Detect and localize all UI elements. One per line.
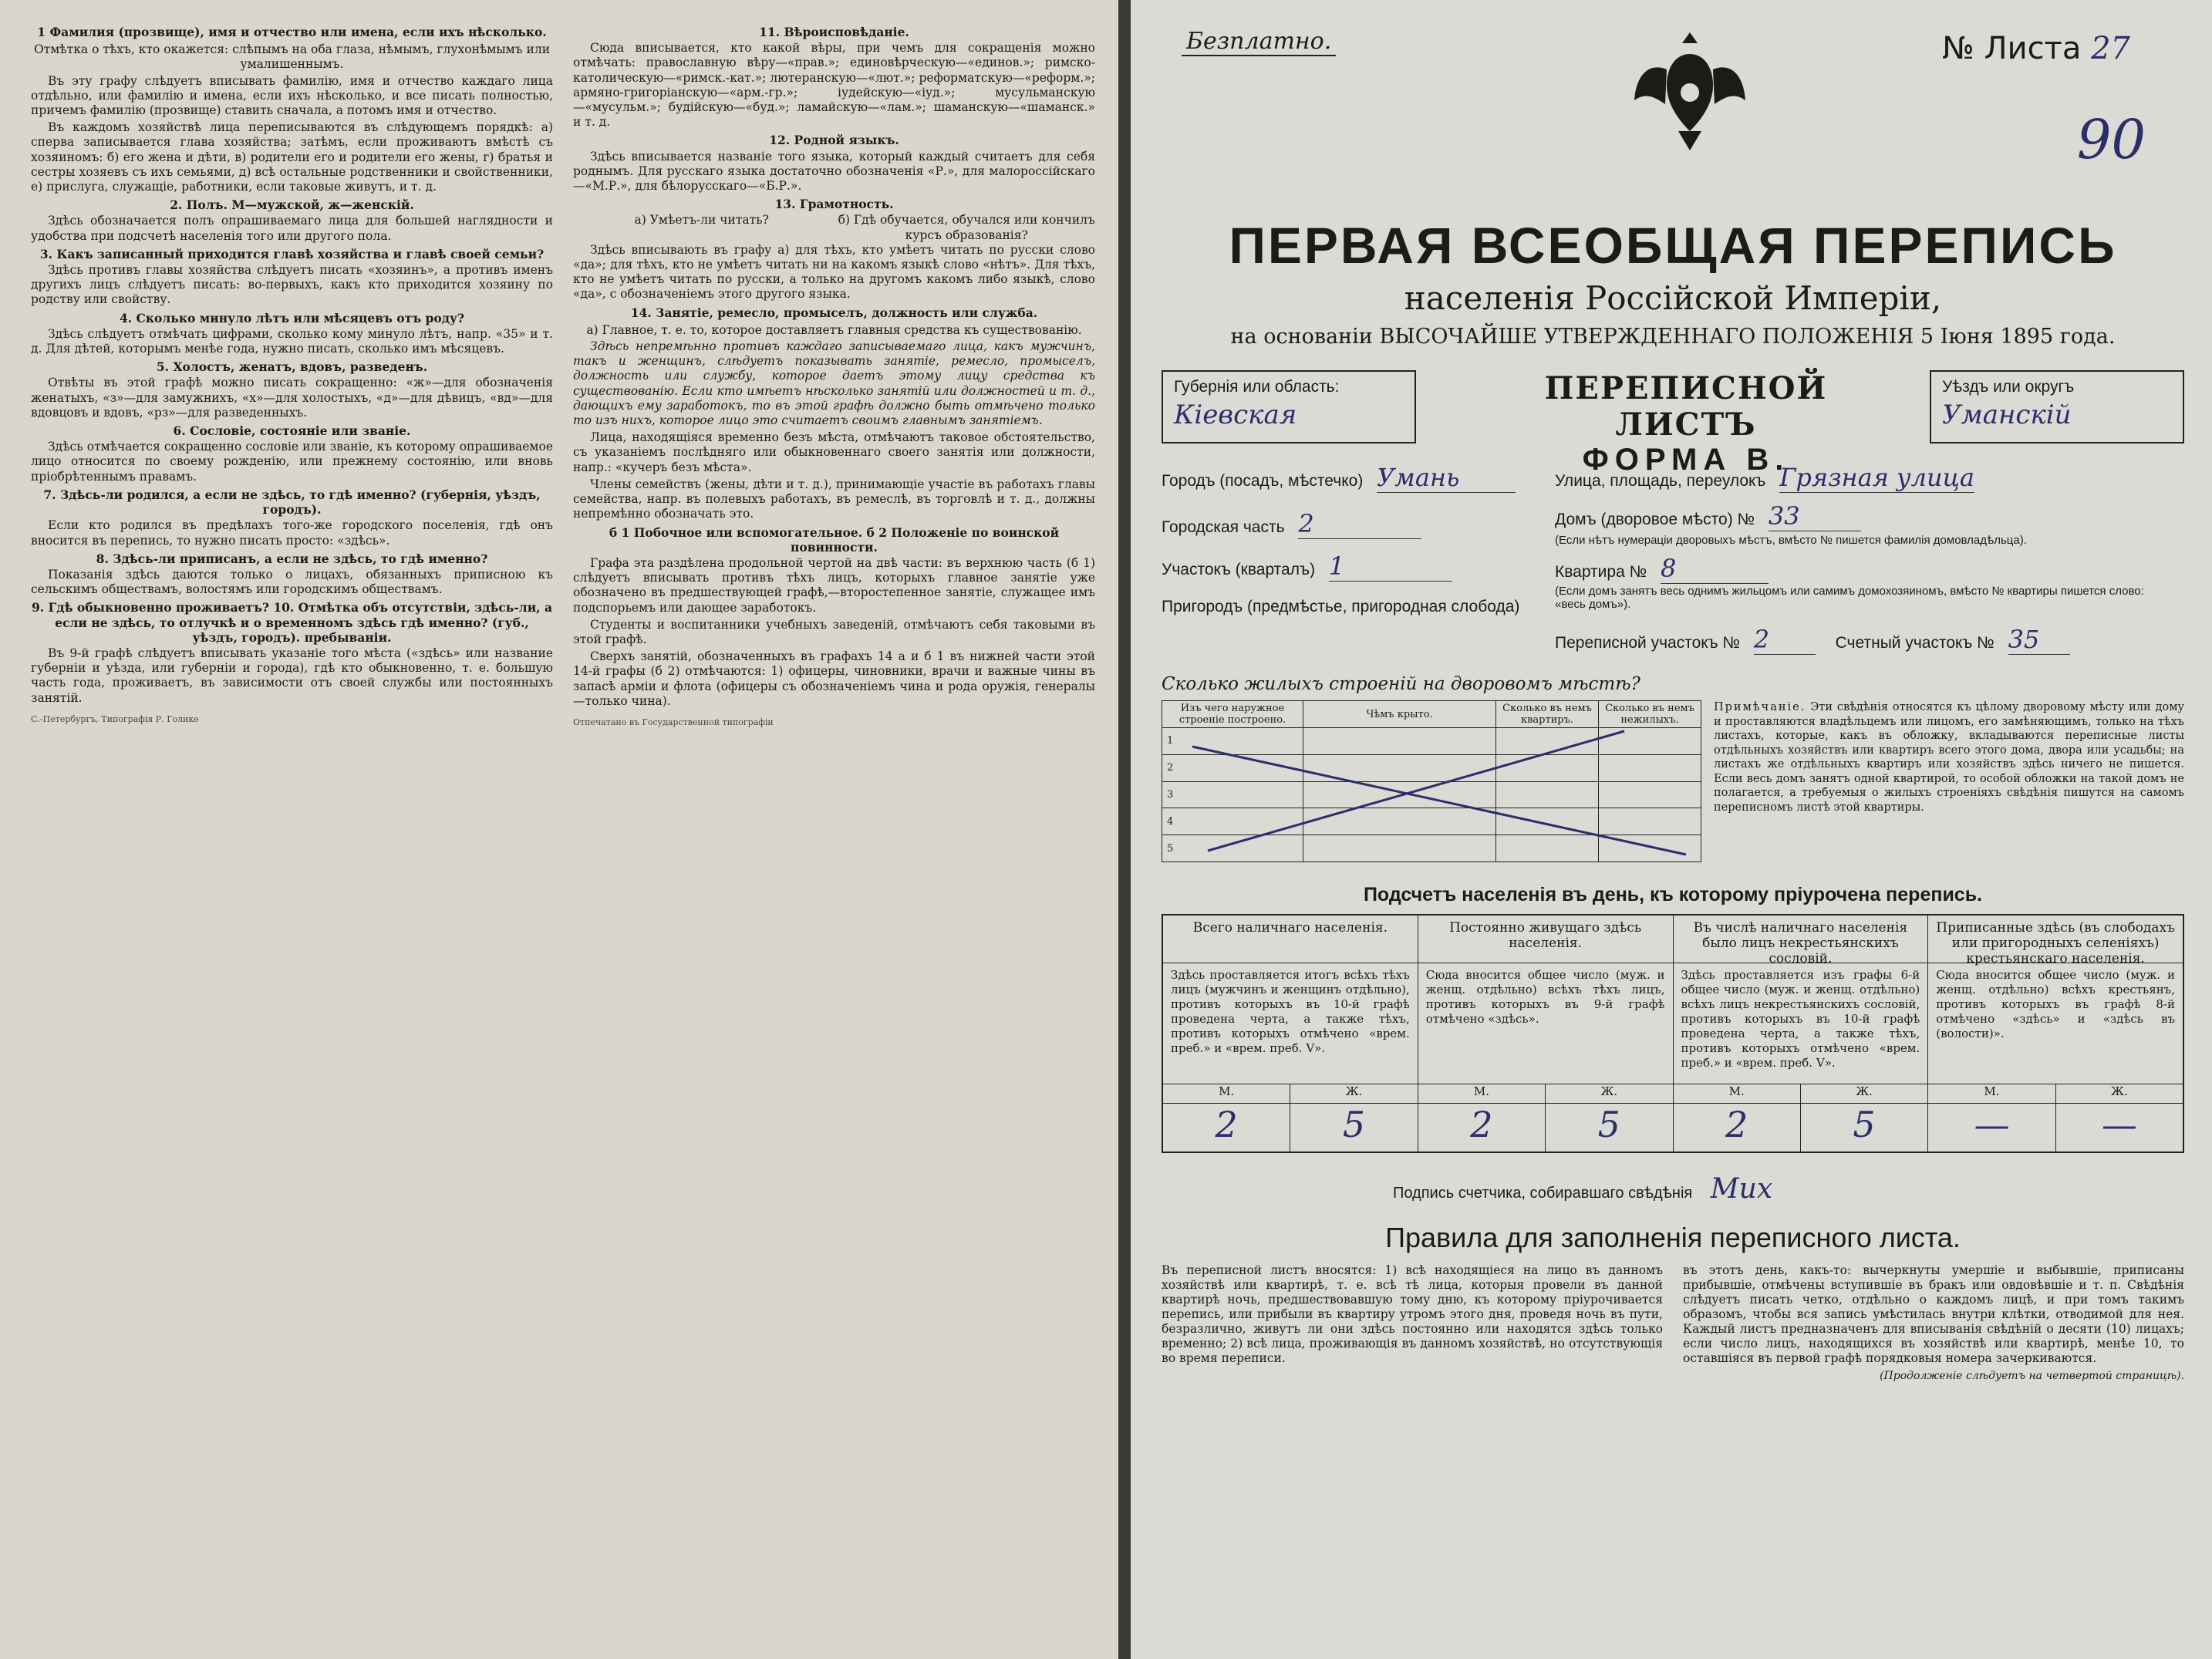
paragraph: Студенты и воспитанники учебныхъ заведеній, отмѣчаютъ себя таковыми въ этой графѣ.: [573, 617, 1095, 646]
sheet-number-handwritten: 27: [2091, 31, 2130, 66]
buildings-table-wrap: [1162, 700, 1701, 870]
female-label: Ж.: [2111, 1084, 2128, 1098]
paragraph: Здѣсь обозначается полъ опрашиваемаго лица для большей наглядности и удобства при подсчетѣ населенія того или другого пола.: [31, 214, 553, 243]
paragraph: Въ каждомъ хозяйствѣ лица переписываются въ слѣдующемъ порядкѣ: а) сперва записывается глава хозяйства; затѣмъ, если проживаютъ вмѣстѣ съ хозяиномъ: б) его жена и дѣти, в) родители его и родители его жены, г) братья и сестры хозяевъ съ ихъ семьями, д) всѣ остальные родственники и свойственники, е) прислуга, служащіе, работники, если таковые живутъ, и т. д.: [31, 120, 553, 194]
heading-12: 12. Родной языкъ.: [769, 133, 899, 148]
guberniya-value: Кіевская: [1174, 400, 1297, 430]
census-district-value: 2: [1754, 625, 1816, 655]
note-heading: Примѣчаніе.: [1714, 701, 1806, 713]
count-values: [1674, 1104, 1928, 1152]
count-col-permanent: [1418, 915, 1674, 1152]
heading-9: 9. Гдѣ обыкновенно проживаетъ? 10. Отмѣтка объ отсутствіи, здѣсь-ли, а если не здѣсь, то отлучкѣ и о временномъ здѣсь гдѣ именно? (губ., уѣздъ, городъ). пребываніи.: [31, 600, 553, 645]
sex-header: [1928, 1084, 2183, 1104]
paragraph: Здѣсь непремѣнно противъ каждаго записываемаго лица, какъ мужчинъ, такъ и женщинъ, слѣдуетъ показывать занятіе, ремесло, промыселъ, должность или службу, которое даетъ этому лицу средства къ существованію. Если кто имѣетъ нѣсколько занятій или должностей и т. д., дающихъ ему заработокъ, то въ этой графѣ должно быть отмѣчено только то изъ нихъ, которое лицо это считаетъ своимъ главнымъ занятіемъ.: [573, 339, 1095, 428]
female-label: Ж.: [1856, 1084, 1873, 1098]
census-district-field: [1555, 625, 2070, 655]
house-value: 33: [1769, 501, 1861, 531]
house-label: Домъ (дворовое мѣсто) №: [1555, 511, 1755, 528]
heading-14b: б 1 Побочное или вспомогательное. б 2 Положеніе по воинской повинности.: [609, 524, 1060, 555]
form-head: [1162, 370, 2184, 477]
sex-header: [1163, 1084, 1418, 1104]
apartment-label: Квартира №: [1555, 563, 1647, 581]
imperial-eagle-icon: [1632, 23, 1748, 162]
suburb-field: [1162, 598, 1519, 616]
row-number: 2: [1162, 754, 1303, 781]
heading-11: 11. Вѣроисповѣданіе.: [759, 25, 909, 39]
male-label: М.: [1163, 1084, 1290, 1103]
precinct-value: 1: [1329, 551, 1452, 582]
male-count: 2: [1163, 1104, 1290, 1152]
count-col-head: Всего наличнаго населенія.: [1163, 915, 1418, 963]
heading-13: 13. Грамотность.: [774, 197, 894, 212]
form-type-letter: ФОРМА В.: [1582, 443, 1790, 477]
signature-value: Мих: [1710, 1173, 1773, 1205]
count-district-label: Счетный участокъ №: [1835, 634, 1995, 652]
heading-3: 3. Какъ записанный приходится главѣ хозяйства и главѣ своей семьи?: [39, 246, 545, 261]
count-col-body: Здѣсь проставляется изъ графы 6-й общее число (муж. и женщ. отдѣльно) всѣхъ лицъ некрестьянскихъ сословій, противъ которыхъ въ 10-й графѣ проведена черта, а также тѣхъ, противъ которыхъ отмѣчено «врем. преб.» и «врем. преб. V».: [1674, 963, 1928, 1084]
address-fields: [1162, 463, 2184, 671]
form-type-title: ПЕРЕПИСНОЙ ЛИСТЪ: [1544, 370, 1828, 443]
sheet-number: [1942, 31, 2130, 66]
bld-col-apartments: Сколько въ немъ квартиръ.: [1496, 701, 1599, 728]
count-values: [1163, 1104, 1418, 1152]
count-col-non-peasant: [1674, 915, 1929, 1152]
male-count: 2: [1418, 1104, 1546, 1152]
male-count: 2: [1674, 1104, 1801, 1152]
paragraph: Члены семействъ (жены, дѣти и т. д.), принимающіе участіе въ работахъ главы семейства, напр. въ полевыхъ работахъ, въ ремеслѣ, въ торговлѣ и т. д., должны непремѣнно обозначать это.: [573, 477, 1095, 521]
city-value: Умань: [1377, 463, 1516, 493]
paragraph: Здѣсь противъ главы хозяйства слѣдуетъ писать «хозяинъ», а противъ именъ другихъ лицъ слѣдуетъ писать: во-первыхъ, какъ кто приходится хозяину по родству или свойству.: [31, 263, 553, 307]
street-value: Грязная улица: [1779, 463, 1974, 492]
uezd-label: Уѣздъ или округъ: [1942, 378, 2075, 396]
count-col-body: Сюда вносится общее число (муж. и женщ. отдѣльно) всѣхъ тѣхъ лицъ, противъ которыхъ въ 9-й графѣ отмѣчено «здѣсь».: [1418, 963, 1673, 1084]
female-count: 5: [1853, 1104, 1876, 1145]
count-district-value: 35: [2008, 625, 2070, 655]
count-col-total-present: [1163, 915, 1418, 1152]
guberniya-label: Губернія или область:: [1174, 378, 1340, 396]
suburb-label: Пригородъ (предмѣстье, пригородная слобода): [1162, 598, 1520, 615]
paragraph: Лица, находящіяся временно безъ мѣста, отмѣчаютъ таковое обстоятельство, съ указаніемъ послѣдняго или обыкновеннаго своего занятія или должности, напр.: «кучеръ безъ мѣста».: [573, 430, 1095, 474]
uezd-value: Уманскій: [1942, 400, 2072, 430]
heading-2: 2. Полъ. М—мужской, ж—женскій.: [170, 197, 414, 213]
paragraph: Въ эту графу слѣдуетъ вписывать фамилію, имя и отчество каждаго лица отдѣльно, или фамилію и имена, если ихъ нѣсколько, и все писать полностью, причемъ фамилію (прозвище) ставить сначала, а потомъ имя и отчество.: [31, 73, 553, 118]
apartment-field: [1555, 554, 1769, 584]
guberniya-box: [1162, 370, 1416, 443]
count-col-head: Въ числѣ наличнаго населенія было лицъ некрестьянскихъ сословій.: [1674, 915, 1928, 963]
rules-text: [1162, 1263, 2184, 1384]
apartment-value: 8: [1661, 554, 1769, 584]
paragraph: Здѣсь вписывають въ графу а) для тѣхъ, кто умѣетъ читать по русски слово «да»; для тѣхъ, кто не умѣетъ читать ни на какомъ языкѣ слово «нѣтъ». Для тѣхъ, кто не умѣетъ читать по русски, а только на другомъ какомъ либо языкѣ, слово «да», с обозначеніемъ этого другого языка.: [573, 242, 1095, 302]
female-count: 5: [1342, 1104, 1366, 1145]
count-values: [1928, 1104, 2183, 1152]
sheet-number-label: № Листа: [1942, 31, 2082, 66]
paragraph: Здѣсь вписывается названіе того языка, который каждый считаетъ для себя роднымъ. Для русскаго языка достаточно обозначенія «Р.», для малороссійскаго—«М.Р.», для бѣлорусскаго—«Б.Р.».: [573, 149, 1095, 194]
rules-column-1: Въ переписной листъ вносятся: 1) всѣ находящіеся на лицо въ данномъ хозяйствѣ или квартирѣ, т. е. всѣ тѣ лица, которыя провели въ данной квартирѣ ночь, предшествовавшую тому дню, къ которому пріурочивается перепись, или прибыли въ квартиру утромъ этого дня, проведя ночь въ пути, безразлично, живутъ ли они здѣсь постоянно или находятся здѣсь только временно; 2) всѣ лица, проживающія въ данномъ хозяйствѣ, но отсутствующія во время переписи.: [1162, 1263, 1663, 1365]
rules-column-2-text: въ этотъ день, какъ-то: вычеркнуты умершіе и выбывшіе, приписаны прибывшіе, отмѣчены вступившіе въ бракъ или овдовѣвшіе и т. п. Свѣдѣнія слѣдуетъ писать четко, отдѣльно о каждомъ лицѣ, и при томъ такимъ образомъ, чтобы вся запись умѣстилась внутри клѣтки, отводимой для нея. Каждый листъ предназначенъ для вписыванія свѣдѣній о десяти (10) лицахъ; если число лицъ, находящихся въ хозяйствѣ или квартирѣ, менѣе 10, то оставшіяся въ первой графѣ порядковыя номера зачеркиваются.: [1683, 1263, 2184, 1365]
form-subtitle: населенія Россійской Имперіи,: [1404, 279, 1942, 317]
census-district-label: Переписной участокъ №: [1555, 634, 1740, 652]
count-col-body: Здѣсь проставляется итогъ всѣхъ тѣхъ лицъ (мужчинъ и женщинъ отдѣльно), противъ которыхъ въ 10-й графѣ проведена черта, а также тѣхъ, противъ которыхъ отмѣчено «врем. преб.» и «врем. преб. V».: [1163, 963, 1418, 1084]
note-text: Эти свѣдѣнія относятся къ цѣлому дворовому мѣсту или дому и проставляются владѣльцемъ или лицомъ, его замѣняющимъ, только на тѣхъ листахъ, которые, какъ въ обложку, вкладываются переписные листы отдѣльныхъ хозяйствъ или квартиръ всего этого дома, двора или усадьбы; на листахъ же отдѣльныхъ квартиръ или хозяйствъ здѣсь ничего не пишется. Если весь домъ занятъ одной квартирой, то особой обложки на такой домъ не полагается, а требуемыя о жилыхъ строеніяхъ свѣдѣнія пишутся на самомъ переписномъ листѣ этой квартиры.: [1714, 701, 2185, 814]
heading-8: 8. Здѣсь-ли приписанъ, а если не здѣсь, то гдѣ именно?: [96, 551, 488, 566]
free-of-charge-label: Безплатно.: [1182, 28, 1336, 56]
population-count-title: Подсчетъ населенія въ день, къ которому пріурочена перепись.: [1363, 884, 1983, 905]
heading-7: 7. Здѣсь-ли родился, а если не здѣсь, то гдѣ именно? (губернія, уѣздъ, городъ).: [43, 487, 541, 518]
female-label: Ж.: [1345, 1084, 1363, 1098]
count-values: [1418, 1104, 1673, 1152]
buildings-question: Сколько жилыхъ строеній на дворовомъ мѣстѣ?: [1162, 674, 1640, 694]
heading-4: 4. Сколько минуло лѣтъ или мѣсяцевъ отъ роду?: [119, 310, 465, 325]
heading-14: 14. Занятіе, ремесло, промыселъ, должность или служба.: [630, 305, 1038, 320]
city-part-label: Городская часть: [1162, 518, 1285, 536]
female-label: Ж.: [1600, 1084, 1618, 1098]
count-col-head: Приписанные здѣсь (въ слободахъ или пригородныхъ селеніяхъ) крестьянскаго населенія.: [1928, 915, 2183, 963]
house-note: (Если нѣтъ нумераціи дворовыхъ мѣстъ, вмѣсто № пишется фамилія домовладѣльца).: [1555, 534, 2027, 547]
paragraph: Если кто родился въ предѣлахъ того-же городского поселенія, гдѣ онъ вносится въ перепись, то нужно писать просто: «здѣсь».: [31, 518, 553, 548]
male-label: М.: [1418, 1084, 1546, 1103]
signature-label: Подпись счетчика, собиравшаго свѣдѣнія: [1393, 1185, 1693, 1202]
heading-6: 6. Сословіе, состояніе или званіе.: [173, 423, 411, 439]
house-field: [1555, 501, 1861, 531]
city-part-field: [1162, 509, 1421, 539]
paragraph: Отвѣты въ этой графѣ можно писать сокращенно: «ж»—для обозначенія женатыхъ, «з»—для замужнихъ, «х»—для холостыхъ, «д»—для дѣвицъ, «вд»—для вдовцовъ и вдовъ, «рз»—для разведенныхъ.: [31, 376, 553, 420]
female-count: 5: [1597, 1104, 1620, 1145]
heading-13b: б) Гдѣ обучается, обучался или кончилъ курсъ образованія?: [838, 213, 1095, 242]
male-count: —: [1928, 1104, 2055, 1152]
row-number: 5: [1162, 835, 1303, 862]
count-col-body: Сюда вносится общее число (муж. и женщ. отдѣльно) всѣхъ крестьянъ, противъ которыхъ въ графѣ 8-й отмѣчено «здѣсь» и «здѣсь въ (волости)».: [1928, 963, 2183, 1084]
male-label: М.: [1674, 1084, 1801, 1103]
instructions-column-2: [573, 22, 1095, 1644]
form-decree: на основаніи ВЫСОЧАЙШЕ УТВЕРЖДЕННАГО ПОЛОЖЕНІЯ 5 Іюня 1895 года.: [1230, 325, 2116, 349]
bld-col-material: Изъ чего наружное строеніе построено.: [1162, 701, 1303, 728]
count-col-head: Постоянно живущаго здѣсь населенія.: [1418, 915, 1673, 963]
census-form-page: [1131, 0, 2212, 1659]
heading-13a: а) Умѣетъ-ли читать?: [634, 213, 769, 228]
form-header-row: [1162, 23, 2184, 201]
city-field: [1162, 463, 1516, 493]
paragraph: Сюда вписывается, кто какой вѣры, при чемъ для сокращенія можно отмѣчать: православную вѣру—«прав.»; единовѣрческую—«единов.»; римско-католическую—«римск.-кат.»; лютеранскую—«лют.»; реформатскую—«реформ.»; армяно-григорiанскую—«арм.-гр.»; іудейскую—«іуд.»; мусульманскую—«мусульм.»; будійскую—«буд.»; ламайскую—«лам.»; шаманскую—«шаманск.» и т. д.: [573, 41, 1095, 130]
heading-1-sub: Отмѣтка о тѣхъ, кто окажется: слѣпымъ на оба глаза, нѣмымъ, глухонѣмымъ или умалишеннымъ.: [33, 42, 551, 72]
street-label: Улица, площадь, переулокъ: [1555, 472, 1766, 490]
paragraph: Показанія здѣсь даются только о лицахъ, обязанныхъ приписною къ сельскимъ обществамъ, волостямъ или городскимъ обществамъ.: [31, 567, 553, 597]
bld-col-nonresidential: Сколько въ немъ нежилыхъ.: [1599, 701, 1701, 728]
row-number: 4: [1162, 808, 1303, 835]
rules-column-2: [1683, 1263, 2184, 1384]
enumerator-signature: [1393, 1173, 2184, 1205]
rules-title: Правила для заполненія переписного листа.: [1385, 1222, 1961, 1253]
row-number: 1: [1162, 728, 1303, 755]
rules-continued-note: (Продолженіе слѣдуетъ на четвертой страницѣ).: [1880, 1370, 2184, 1382]
printer-footer: Отпечатано въ Государственной типографіи: [573, 717, 774, 727]
city-part-value: 2: [1298, 509, 1421, 539]
paragraph: Здѣсь слѣдуетъ отмѣчать цифрами, сколько кому минуло лѣтъ, напр. «35» и т. д. Для дѣтей, которымъ менѣе года, нужно писать, сколько имъ мѣсяцевъ.: [31, 326, 553, 356]
sex-header: [1418, 1084, 1673, 1104]
uezd-box: [1930, 370, 2184, 443]
form-title: ПЕРВАЯ ВСЕОБЩАЯ ПЕРЕПИСЬ: [1229, 217, 2117, 274]
paragraph: Здѣсь отмѣчается сокращенно сословіе или званіе, къ которому опрашиваемое лицо относится по своему рожденію, или прежнему состоянію, или вновь пріобрѣтеннымъ правамъ.: [31, 440, 553, 484]
paragraph: Въ 9-й графѣ слѣдуетъ вписывать указаніе того мѣста («здѣсь» или название губерніи и уѣзда, или губерніи и города), гдѣ кто обыкновенно, т. е. большую часть года, проживаетъ, въ зависимости отъ своей службы или постоянныхъ занятій.: [31, 646, 553, 705]
population-count-table: [1162, 914, 2184, 1153]
row-number: 3: [1162, 781, 1303, 808]
paragraph: Графа эта раздѣлена продольной чертой на двѣ части: въ верхнюю часть (б 1) слѣдуетъ вписывать противъ тѣхъ лицъ, которыхъ главное занятіе уже обозначено въ предшествующей графѣ,—второстепенное занятіе, служащее имъ подспорьемъ или дающее заработокъ.: [573, 555, 1095, 615]
female-count: —: [2101, 1104, 2137, 1145]
paragraph: Сверхъ занятій, обозначенныхъ въ графахъ 14 а и б 1 въ нижней части этой 14-й графы (б 2) отмѣчаются: 1) офицеры, чиновники, врачи и важные чины въ запасѣ арміи и флота (офицеры съ обозначеніемъ чина и рода оружія, генералы—только чина).: [573, 649, 1095, 708]
city-label: Городъ (посадъ, мѣстечко): [1162, 472, 1364, 490]
heading-5: 5. Холостъ, женатъ, вдовъ, разведенъ.: [156, 359, 428, 375]
bld-col-roof: Чѣмъ крыто.: [1303, 701, 1496, 728]
precinct-field: [1162, 551, 1452, 582]
apartment-note: (Если домъ занятъ весь однимъ жильцомъ или самимъ домохозяиномъ, вмѣсто № квартиры пишется слово: «весь домъ»).: [1555, 585, 2144, 611]
archive-number-handwritten: 90: [2076, 108, 2146, 171]
sex-header: [1674, 1084, 1928, 1104]
heading-1: 1 Фамилия (прозвище), имя и отчество или имена, если ихъ нѣсколько.: [37, 25, 547, 39]
street-field: [1555, 463, 1974, 493]
heading-14a: а) Главное, т. е. то, которое доставляетъ главныя средства къ существованію.: [586, 322, 1082, 337]
male-label: М.: [1928, 1084, 2055, 1103]
buildings-note: [1714, 700, 2184, 870]
form-type: [1485, 370, 1887, 477]
instructions-column-1: [31, 22, 553, 1644]
crossed-out-strike: [1162, 700, 1701, 862]
printer-footer: С.-Петербургъ, Типографія Р. Голике: [31, 713, 199, 724]
count-col-registered-peasants: [1928, 915, 2183, 1152]
heading-13-split: [573, 213, 1095, 242]
buildings-section: [1162, 700, 2184, 870]
precinct-label: Участокъ (кварталъ): [1162, 561, 1316, 578]
